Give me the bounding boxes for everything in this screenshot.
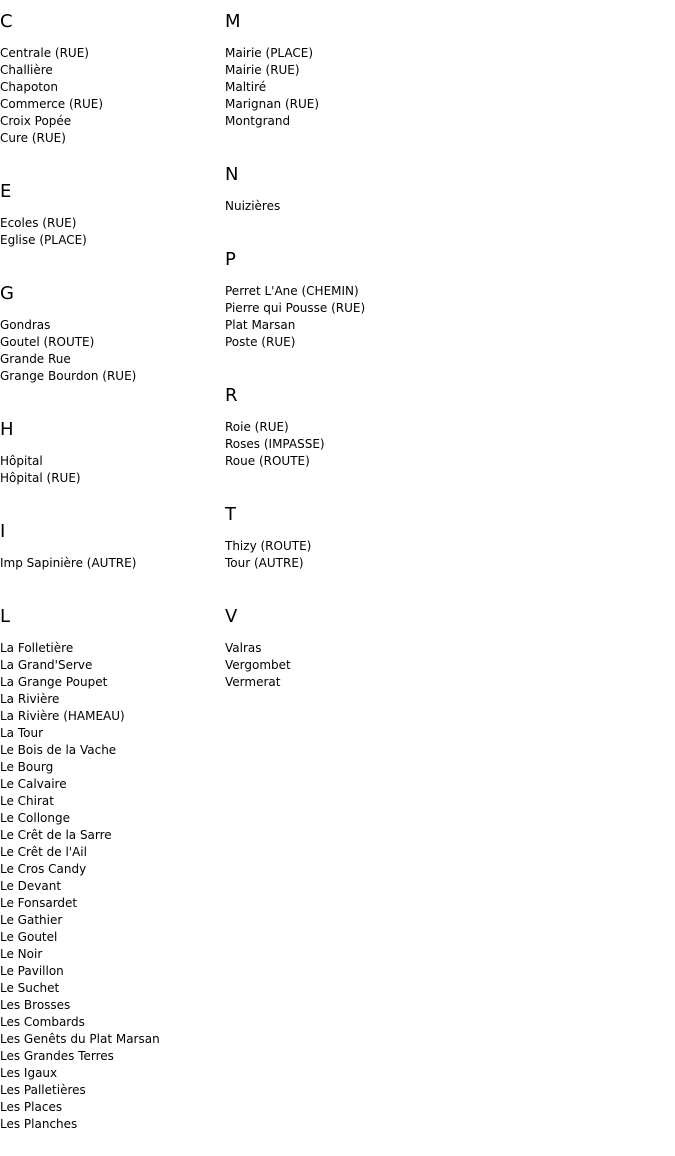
- section-t: [225, 493, 665, 595]
- street-item: Le Devant: [0, 879, 62, 893]
- street-item: Plat Marsan: [225, 318, 296, 332]
- section-letter-heading: T: [225, 504, 236, 525]
- street-item: La Tour: [0, 726, 44, 740]
- street-item: La Folletière: [0, 641, 74, 655]
- section-letter-heading: L: [0, 606, 11, 627]
- street-item: Roie (RUE): [225, 420, 289, 434]
- street-item: Challière: [0, 63, 53, 77]
- section-letter-heading: H: [0, 419, 14, 440]
- street-item: Le Calvaire: [0, 777, 67, 791]
- street-item: Le Goutel: [0, 930, 58, 944]
- section-g: [0, 272, 225, 408]
- street-item: Hôpital (RUE): [0, 471, 81, 485]
- street-item: Marignan (RUE): [225, 97, 320, 111]
- section-p: [225, 238, 665, 374]
- section-letter-heading: E: [0, 181, 12, 202]
- street-item: Poste (RUE): [225, 335, 296, 349]
- section-letter-heading: R: [225, 385, 238, 406]
- section-i: [0, 510, 225, 595]
- section-l: [0, 595, 225, 1156]
- street-item: Le Bois de la Vache: [0, 743, 117, 757]
- left-column: [0, 0, 225, 1156]
- street-item: Thizy (ROUTE): [225, 539, 312, 553]
- street-item: Vermerat: [225, 675, 281, 689]
- street-item: Le Bourg: [0, 760, 54, 774]
- street-item: Les Combards: [0, 1015, 85, 1029]
- section-letter-heading: V: [225, 606, 238, 627]
- street-item: Goutel (ROUTE): [0, 335, 95, 349]
- section-c: [0, 0, 225, 170]
- street-item: Cure (RUE): [0, 131, 66, 145]
- street-item: Les Planches: [0, 1117, 78, 1131]
- section-letter-heading: N: [225, 164, 239, 185]
- street-item: Montgrand: [225, 114, 291, 128]
- street-item: La Rivière (HAMEAU): [0, 709, 125, 723]
- section-letter-heading: I: [0, 521, 6, 542]
- street-item: Le Pavillon: [0, 964, 64, 978]
- street-item: Chapoton: [0, 80, 58, 94]
- street-item: Centrale (RUE): [0, 46, 89, 60]
- section-n: [225, 153, 665, 238]
- street-item: Le Crêt de l'Ail: [0, 845, 87, 859]
- street-item: Le Suchet: [0, 981, 60, 995]
- street-item: Le Fonsardet: [0, 896, 78, 910]
- street-item: Valras: [225, 641, 262, 655]
- street-item: Le Chirat: [0, 794, 54, 808]
- street-item: Tour (AUTRE): [225, 556, 304, 570]
- street-item: La Grand'Serve: [0, 658, 93, 672]
- street-item: Pierre qui Pousse (RUE): [225, 301, 366, 315]
- section-letter-heading: M: [225, 11, 241, 32]
- street-item: Grande Rue: [0, 352, 71, 366]
- street-item: Ecoles (RUE): [0, 216, 77, 230]
- street-item: Le Collonge: [0, 811, 71, 825]
- street-item: Le Crêt de la Sarre: [0, 828, 112, 842]
- street-item: Le Cros Candy: [0, 862, 87, 876]
- street-item: Le Noir: [0, 947, 43, 961]
- street-item: Grange Bourdon (RUE): [0, 369, 137, 383]
- section-letter-heading: G: [0, 283, 14, 304]
- street-item: Mairie (RUE): [225, 63, 300, 77]
- section-m: [225, 0, 665, 153]
- street-item: Gondras: [0, 318, 51, 332]
- street-item: Mairie (PLACE): [225, 46, 314, 60]
- section-r: [225, 374, 665, 493]
- street-item: Les Grandes Terres: [0, 1049, 114, 1063]
- section-v: [225, 595, 665, 714]
- section-letter-heading: C: [0, 11, 13, 32]
- section-h: [0, 408, 225, 510]
- section-letter-heading: P: [225, 249, 236, 270]
- street-item: Imp Sapinière (AUTRE): [0, 556, 137, 570]
- street-item: Les Brosses: [0, 998, 71, 1012]
- street-item: Croix Popée: [0, 114, 72, 128]
- street-item: La Rivière: [0, 692, 60, 706]
- section-e: [0, 170, 225, 272]
- street-item: Perret L'Ane (CHEMIN): [225, 284, 359, 298]
- street-item: Vergombet: [225, 658, 291, 672]
- street-item: Les Igaux: [0, 1066, 58, 1080]
- street-item: Roses (IMPASSE): [225, 437, 325, 451]
- street-item: Le Gathier: [0, 913, 63, 927]
- street-item: Les Genêts du Plat Marsan: [0, 1032, 160, 1046]
- street-item: Roue (ROUTE): [225, 454, 310, 468]
- street-item: La Grange Poupet: [0, 675, 108, 689]
- right-column: [225, 0, 665, 714]
- street-item: Les Palletières: [0, 1083, 86, 1097]
- street-item: Les Places: [0, 1100, 63, 1114]
- street-item: Nuizières: [225, 199, 281, 213]
- street-item: Eglise (PLACE): [0, 233, 87, 247]
- street-item: Maltiré: [225, 80, 267, 94]
- street-item: Commerce (RUE): [0, 97, 104, 111]
- street-item: Hôpital: [0, 454, 43, 468]
